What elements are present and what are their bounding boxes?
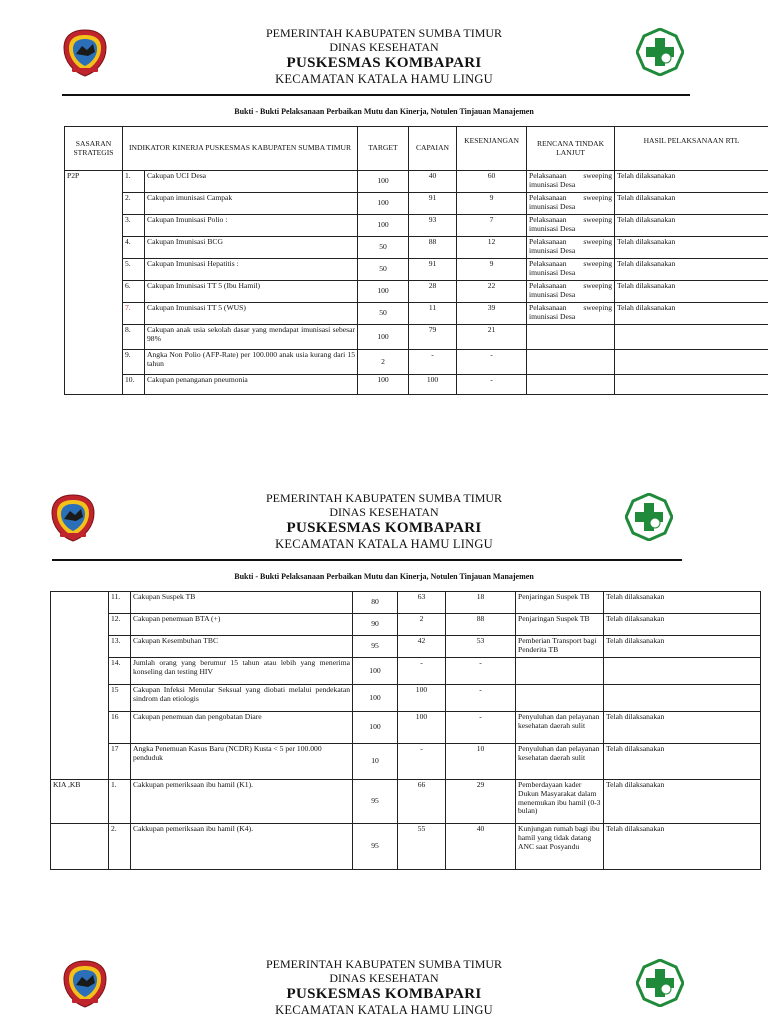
row-target: 100 <box>358 375 409 395</box>
row-no: 4. <box>123 237 145 259</box>
table-row <box>65 237 768 259</box>
row-kesenjangan: 7 <box>457 215 527 237</box>
header-hasil: HASIL PELAKSANAAN RTL <box>615 127 768 171</box>
row-rtl: Pelaksanaan sweeping imunisasi Desa <box>527 171 615 193</box>
row-kesenjangan: - <box>457 375 527 395</box>
row-rtl <box>516 658 604 685</box>
header-indikator: INDIKATOR KINERJA PUSKESMAS KABUPATEN SUMBA TIMUR <box>123 127 358 171</box>
row-indicator: Cakupan penemuan dan pengobatan Diare <box>131 712 353 744</box>
row-hasil <box>604 658 761 685</box>
document-subtitle: Bukti - Bukti Pelaksanaan Perbaikan Mutu dan Kinerja, Notulen Tinjauan Manajemen <box>234 107 534 116</box>
row-indicator: Cakupan Infeksi Menular Seksual yang diobati melalui pendekatan sindrom dan etiologis <box>131 685 353 712</box>
table-row <box>51 592 761 614</box>
row-rtl: Pelaksanaan sweeping imunisasi Desa <box>527 237 615 259</box>
row-kesenjangan: 29 <box>446 780 516 824</box>
row-capaian: - <box>409 350 457 375</box>
table-row <box>51 712 761 744</box>
header-rule <box>52 559 682 561</box>
row-no: 2. <box>109 824 131 870</box>
row-target: 10 <box>353 744 398 780</box>
table-row <box>51 636 761 658</box>
row-rtl: Pelaksanaan sweeping imunisasi Desa <box>527 215 615 237</box>
header-rule <box>62 94 690 96</box>
row-rtl: Pelaksanaan sweeping imunisasi Desa <box>527 259 615 281</box>
gov-name: PEMERINTAH KABUPATEN SUMBA TIMUR <box>265 957 503 971</box>
group-empty <box>51 592 109 780</box>
header-capaian: CAPAIAN <box>409 127 457 171</box>
row-rtl: Kunjungan rumah bagi ibu hamil yang tidak datang ANC saat Posyandu <box>516 824 604 870</box>
row-hasil: Telah dilaksanakan <box>615 193 768 215</box>
row-capaian: - <box>398 744 446 780</box>
row-kesenjangan: 10 <box>446 744 516 780</box>
row-kesenjangan: 21 <box>457 325 527 350</box>
row-hasil: Telah dilaksanakan <box>615 237 768 259</box>
table-row <box>65 350 768 375</box>
row-no: 14. <box>109 658 131 685</box>
row-hasil <box>615 325 768 350</box>
row-capaian: 100 <box>398 712 446 744</box>
row-kesenjangan: 22 <box>457 281 527 303</box>
row-rtl: Penyuluhan dan pelayanan kesehatan daerah sulit <box>516 712 604 744</box>
row-hasil <box>604 685 761 712</box>
row-no: 6. <box>123 281 145 303</box>
row-indicator: Cakupan Suspek TB <box>131 592 353 614</box>
row-rtl: Penjaringan Suspek TB <box>516 592 604 614</box>
puskesmas-name: PUSKESMAS KOMBAPARI <box>286 55 482 71</box>
row-hasil: Telah dilaksanakan <box>604 780 761 824</box>
row-target: 95 <box>353 636 398 658</box>
row-target: 50 <box>358 259 409 281</box>
gov-name: PEMERINTAH KABUPATEN SUMBA TIMUR <box>265 491 503 505</box>
row-target: 50 <box>358 303 409 325</box>
row-rtl: Pemberdayaan kader Dukun Masyarakat dalam menemukan ibu hamil (0-3 bulan) <box>516 780 604 824</box>
table-row <box>65 171 768 193</box>
row-target: 100 <box>358 325 409 350</box>
row-no: 3. <box>123 215 145 237</box>
table-row <box>51 658 761 685</box>
row-no: 16 <box>109 712 131 744</box>
row-capaian: 42 <box>398 636 446 658</box>
row-kesenjangan: 88 <box>446 614 516 636</box>
row-no: 11. <box>109 592 131 614</box>
row-target: 100 <box>358 215 409 237</box>
row-capaian: 63 <box>398 592 446 614</box>
table-row <box>65 281 768 303</box>
table-row <box>51 685 761 712</box>
row-no: 13. <box>109 636 131 658</box>
row-hasil: Telah dilaksanakan <box>615 281 768 303</box>
row-indicator: Cakupan Imunisasi TT 5 (Ibu Hamil) <box>145 281 358 303</box>
row-capaian: 100 <box>409 375 457 395</box>
group-empty <box>51 824 109 870</box>
row-no: 9. <box>123 350 145 375</box>
indicator-table-1 <box>64 126 768 395</box>
row-kesenjangan: - <box>446 685 516 712</box>
row-capaian: 66 <box>398 780 446 824</box>
row-capaian: 88 <box>409 237 457 259</box>
office-name: DINAS KESEHATAN <box>329 505 439 519</box>
row-hasil: Telah dilaksanakan <box>615 171 768 193</box>
table-row <box>65 303 768 325</box>
group-p2p: P2P <box>65 171 123 395</box>
row-no: 7. <box>123 303 145 325</box>
row-hasil: Telah dilaksanakan <box>604 614 761 636</box>
row-indicator: Cakupan imunisasi Campak <box>145 193 358 215</box>
row-kesenjangan: 9 <box>457 193 527 215</box>
document-subtitle: Bukti - Bukti Pelaksanaan Perbaikan Mutu dan Kinerja, Notulen Tinjauan Manajemen <box>234 572 534 581</box>
row-rtl: Pemberian Transport bagi Penderita TB <box>516 636 604 658</box>
row-kesenjangan: - <box>446 658 516 685</box>
row-rtl: Pelaksanaan sweeping imunisasi Desa <box>527 303 615 325</box>
row-capaian: 55 <box>398 824 446 870</box>
header-kesenjangan: KESENJANGAN <box>457 127 527 171</box>
row-capaian: 93 <box>409 215 457 237</box>
row-kesenjangan: 12 <box>457 237 527 259</box>
letterhead-3 <box>0 957 768 1023</box>
row-target: 100 <box>358 171 409 193</box>
row-kesenjangan: - <box>457 350 527 375</box>
row-indicator: Cakupan Imunisasi TT 5 (WUS) <box>145 303 358 325</box>
row-rtl: Pelaksanaan sweeping imunisasi Desa <box>527 281 615 303</box>
row-indicator: Cakupan Kesembuhan TBC <box>131 636 353 658</box>
row-target: 90 <box>353 614 398 636</box>
puskesmas-name: PUSKESMAS KOMBAPARI <box>286 986 482 1002</box>
office-name: DINAS KESEHATAN <box>329 971 439 985</box>
row-no: 12. <box>109 614 131 636</box>
row-hasil <box>615 375 768 395</box>
row-indicator: Cakupan anak usia sekolah dasar yang mendapat imunisasi sebesar 98% <box>145 325 358 350</box>
row-capaian: 91 <box>409 259 457 281</box>
row-capaian: 11 <box>409 303 457 325</box>
row-rtl: Penyuluhan dan pelayanan kesehatan daerah sulit <box>516 744 604 780</box>
letterhead-1 <box>0 26 768 92</box>
row-indicator: Cakupan Imunisasi Hepatitis : <box>145 259 358 281</box>
row-capaian: 40 <box>409 171 457 193</box>
header-rencana: RENCANA TINDAK LANJUT <box>527 127 615 171</box>
row-hasil: Telah dilaksanakan <box>604 592 761 614</box>
table-row <box>65 259 768 281</box>
district-name: KECAMATAN KATALA HAMU LINGU <box>275 537 493 551</box>
row-capaian: 100 <box>398 685 446 712</box>
row-kesenjangan: 53 <box>446 636 516 658</box>
table-row <box>51 824 761 870</box>
row-rtl: Penjaringan Suspek TB <box>516 614 604 636</box>
office-name: DINAS KESEHATAN <box>329 40 439 54</box>
row-indicator: Angka Penemuan Kasus Baru (NCDR) Kusta < 5 per 100.000 penduduk <box>131 744 353 780</box>
row-kesenjangan: 9 <box>457 259 527 281</box>
row-target: 95 <box>353 780 398 824</box>
row-hasil: Telah dilaksanakan <box>615 303 768 325</box>
header-target: TARGET <box>358 127 409 171</box>
row-rtl: Pelaksanaan sweeping imunisasi Desa <box>527 193 615 215</box>
table-row <box>51 780 761 824</box>
row-kesenjangan: - <box>446 712 516 744</box>
row-indicator: Cakupan Imunisasi BCG <box>145 237 358 259</box>
row-target: 100 <box>358 281 409 303</box>
row-target: 100 <box>353 712 398 744</box>
row-hasil: Telah dilaksanakan <box>615 215 768 237</box>
row-kesenjangan: 39 <box>457 303 527 325</box>
health-cross-logo <box>636 959 684 1007</box>
row-target: 100 <box>358 193 409 215</box>
row-indicator: Cakkupan pemeriksaan ibu hamil (K1). <box>131 780 353 824</box>
row-capaian: 2 <box>398 614 446 636</box>
row-rtl <box>527 325 615 350</box>
row-indicator: Cakkupan pemeriksaan ibu hamil (K4). <box>131 824 353 870</box>
district-name: KECAMATAN KATALA HAMU LINGU <box>275 72 493 86</box>
letterhead-2 <box>0 491 768 557</box>
row-rtl <box>527 375 615 395</box>
table-row <box>51 744 761 780</box>
row-target: 80 <box>353 592 398 614</box>
row-hasil: Telah dilaksanakan <box>615 259 768 281</box>
row-no: 1. <box>123 171 145 193</box>
row-no: 17 <box>109 744 131 780</box>
row-hasil <box>615 350 768 375</box>
row-no: 1. <box>109 780 131 824</box>
row-indicator: Cakupan UCI Desa <box>145 171 358 193</box>
header-sasaran: SASARAN STRATEGIS <box>65 127 123 171</box>
row-no: 15 <box>109 685 131 712</box>
district-name: KECAMATAN KATALA HAMU LINGU <box>275 1003 493 1017</box>
table-row <box>65 375 768 395</box>
row-capaian: - <box>398 658 446 685</box>
row-rtl <box>527 350 615 375</box>
row-hasil: Telah dilaksanakan <box>604 636 761 658</box>
row-hasil: Telah dilaksanakan <box>604 824 761 870</box>
row-capaian: 28 <box>409 281 457 303</box>
group-kia-kb: KIA ,KB <box>51 780 109 824</box>
table-row <box>65 325 768 350</box>
indicator-table-2 <box>50 591 761 870</box>
row-no: 5. <box>123 259 145 281</box>
row-target: 95 <box>353 824 398 870</box>
row-capaian: 91 <box>409 193 457 215</box>
row-kesenjangan: 40 <box>446 824 516 870</box>
gov-name: PEMERINTAH KABUPATEN SUMBA TIMUR <box>265 26 503 40</box>
row-no: 8. <box>123 325 145 350</box>
row-rtl <box>516 685 604 712</box>
row-no: 2. <box>123 193 145 215</box>
row-indicator: Cakupan penemuan BTA (+) <box>131 614 353 636</box>
row-indicator: Cakupan penanganan pneumonia <box>145 375 358 395</box>
table-row <box>65 193 768 215</box>
table-row <box>51 614 761 636</box>
table-row <box>65 215 768 237</box>
row-kesenjangan: 60 <box>457 171 527 193</box>
health-cross-logo <box>636 28 684 76</box>
row-capaian: 79 <box>409 325 457 350</box>
health-cross-logo <box>625 493 673 541</box>
row-target: 2 <box>358 350 409 375</box>
puskesmas-name: PUSKESMAS KOMBAPARI <box>286 520 482 536</box>
row-hasil: Telah dilaksanakan <box>604 712 761 744</box>
row-hasil: Telah dilaksanakan <box>604 744 761 780</box>
row-no: 10. <box>123 375 145 395</box>
row-kesenjangan: 18 <box>446 592 516 614</box>
row-target: 50 <box>358 237 409 259</box>
row-indicator: Cakupan Imunisasi Polio : <box>145 215 358 237</box>
row-indicator: Jumlah orang yang berumur 15 tahun atau lebih yang menerima konseling dan testing HIV <box>131 658 353 685</box>
row-target: 100 <box>353 685 398 712</box>
row-indicator: Angka Non Polio (AFP-Rate) per 100.000 anak usia kurang dari 15 tahun <box>145 350 358 375</box>
row-target: 100 <box>353 658 398 685</box>
